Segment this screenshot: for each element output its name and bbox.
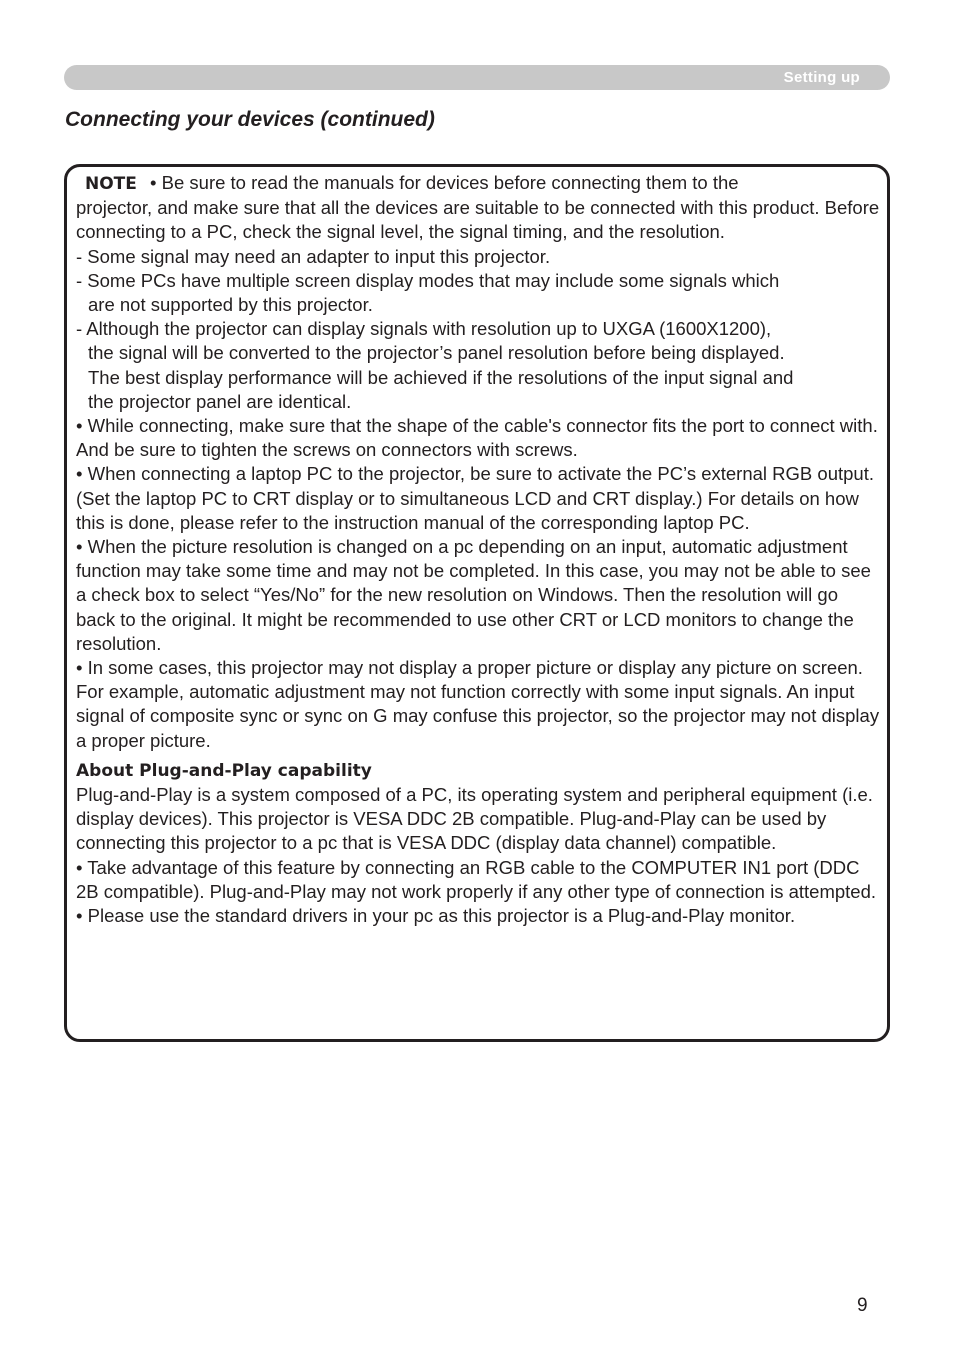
- note-dash-item-3-line2: the signal will be converted to the projector’s panel resolution before being displayed.: [88, 342, 785, 364]
- note-bullet-3: • When the picture resolution is changed on a pc depending on an input, automatic adjustment function may take some time and may not be completed. In this case, you may not be able to see a check box to select “Yes/No” for the new resolution on Windows. Then the resolution will go back to the original. It might be recommended to use other CRT or LCD monitors to change the resolution.: [76, 536, 871, 654]
- note-content: [76, 171, 882, 928]
- pnp-body: Plug-and-Play is a system composed of a PC, its operating system and peripheral equipment (i.e. display devices). This projector is VESA DDC 2B compatible. Plug-and-Play can be used by connecting this projector to a pc that is VESA DDC (display data channel) compatible.: [76, 784, 873, 854]
- header-bar: [64, 65, 890, 90]
- note-intro: [76, 171, 882, 245]
- note-bullet-4: • In some cases, this projector may not display a proper picture or display any picture on screen. For example, automatic adjustment may not function correctly with some input signals. An input signal of composite sync or sync on G may confuse this projector, so the projector may not display a proper picture.: [76, 657, 880, 751]
- page-number: 9: [857, 1295, 868, 1316]
- note-dash-item-1: - Some signal may need an adapter to input this projector.: [76, 245, 551, 267]
- note-dash-item-3-line4: the projector panel are identical.: [88, 390, 352, 412]
- note-label: NOTE: [85, 174, 137, 194]
- note-dash-item-2: [76, 269, 882, 317]
- note-dash-item-2-line2: are not supported by this projector.: [88, 294, 373, 316]
- pnp-bullet-1: • Take advantage of this feature by connecting an RGB cable to the COMPUTER IN1 port (DDC 2B compatible). Plug-and-Play may not work properly if any other type of connection is attempted.: [76, 856, 877, 902]
- note-dash-item-3: [76, 317, 882, 414]
- pnp-heading: About Plug-and-Play capability: [76, 760, 372, 781]
- section-title: Connecting your devices (continued): [65, 108, 435, 131]
- pnp-bullet-2: • Please use the standard drivers in your pc as this projector is a Plug-and-Play monitor.: [76, 905, 796, 927]
- note-bullet-2: • When connecting a laptop PC to the projector, be sure to activate the PC’s external RGB output. (Set the laptop PC to CRT display or to simultaneous LCD and CRT display.) For details on how this is done, please refer to the instruction manual of the corresponding laptop PC.: [76, 463, 874, 533]
- note-dash-item-3-line3: The best display performance will be achieved if the resolutions of the input signal and: [88, 366, 794, 388]
- note-intro-line1: • Be sure to read the manuals for devices before connecting them to the: [144, 172, 739, 193]
- note-dash-item-3-line1: - Although the projector can display signals with resolution up to UXGA (1600X1200),: [76, 318, 772, 340]
- note-intro-rest: projector, and make sure that all the devices are suitable to be connected with this product. Before connecting to a PC, check the signal level, the signal timing, and the resolution.: [76, 197, 880, 243]
- header-label: Setting up: [783, 69, 860, 86]
- note-dash-item-2-line1: - Some PCs have multiple screen display modes that may include some signals which: [76, 269, 780, 291]
- note-bullet-1: • While connecting, make sure that the shape of the cable's connector fits the port to connect with. And be sure to tighten the screws on connectors with screws.: [76, 415, 878, 461]
